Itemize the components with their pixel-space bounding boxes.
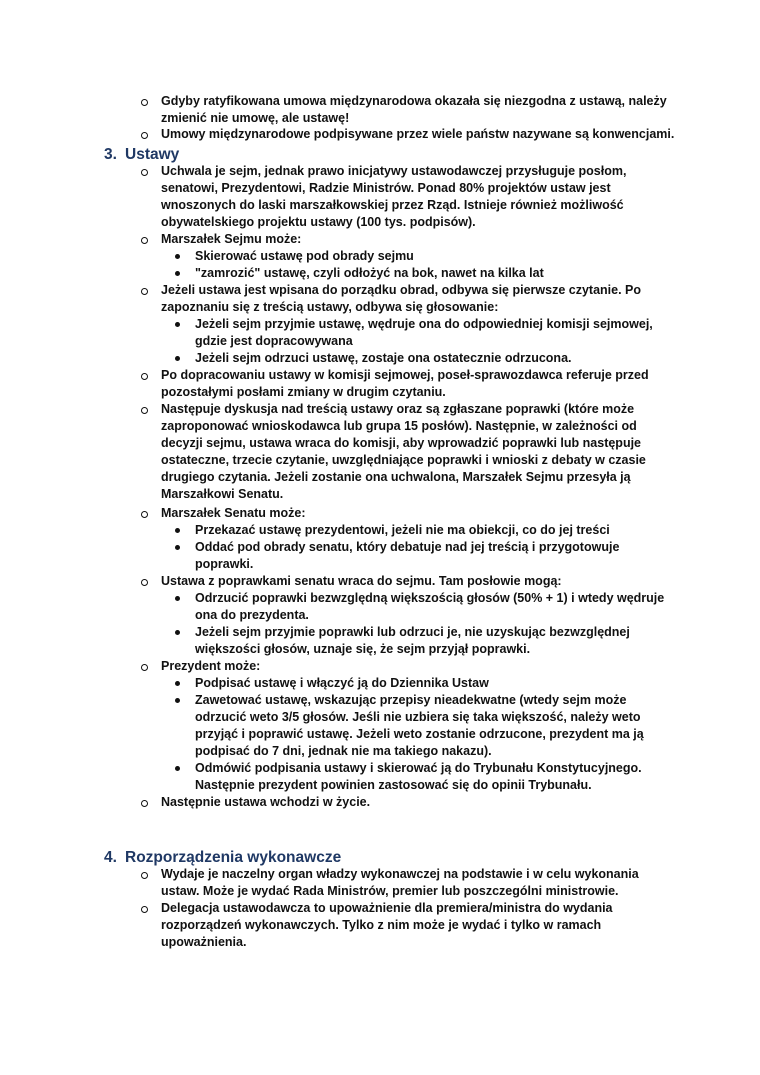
bullet-dot-icon [175,630,180,635]
bullet-dot-icon [175,545,180,550]
bullet-circle-icon [141,132,148,139]
text-line: Odrzucić poprawki bezwzględną większością głosów (50% + 1) i wtedy wędruje [195,591,665,605]
text-line: Uchwala je sejm, jednak prawo inicjatywy ustawodawczej przysługuje posłom, [161,164,627,178]
section-title: Rozporządzenia wykonawcze [125,849,342,866]
text-line: zapoznaniu się z treścią ustawy, odbywa się głosowanie: [161,300,499,314]
text-line: "zamrozić" ustawę, czyli odłożyć na bok, nawet na kilka lat [195,266,544,280]
bullet-dot-icon [175,356,180,361]
text-line: obywatelskiego projektu ustawy (100 tys. podpisów). [161,215,476,229]
bullet-circle-icon [141,872,148,879]
text-line: ostateczne, trzecie czytanie, uwzględniające poprawki i wnioski z debaty w czasie [161,453,646,467]
text-line: Prezydent może: [161,659,261,673]
text-line: upoważnienia. [161,935,247,949]
text-line: Odmówić podpisania ustawy i skierować ją do Trybunału Konstytucyjnego. [195,761,642,775]
text-line: Wydaje je naczelny organ władzy wykonawczej na podstawie i w celu wykonania [161,867,639,881]
text-line: Podpisać ustawę i włączyć ją do Dziennika Ustaw [195,676,489,690]
bullet-dot-icon [175,766,180,771]
text-line: ona do prezydenta. [195,608,309,622]
bullet-dot-icon [175,698,180,703]
text-line: Po dopracowaniu ustawy w komisji sejmowej, poseł-sprawozdawca referuje przed [161,368,649,382]
text-line: poprawki. [195,557,254,571]
text-line: Jeżeli sejm przyjmie poprawki lub odrzuci je, nie uzyskując bezwzględnej [195,625,630,639]
bullet-circle-icon [141,800,148,807]
text-line: decyzji sejmu, ustawa wraca do komisji, aby wprowadzić poprawki lub następuje [161,436,641,450]
text-line: Następuje dyskusja nad treścią ustawy oraz są zgłaszane poprawki (które może [161,402,635,416]
text-line: Ustawa z poprawkami senatu wraca do sejmu. Tam posłowie mogą: [161,574,562,588]
text-line: podpisać do 7 dni, jednak nie ma takiego nakazu). [195,744,492,758]
text-line: zaproponować wnioskodawca lub grupa 15 posłów). Następnie, w zależności od [161,419,637,433]
text-line: pozostałymi posłami zmiany w drugim czytaniu. [161,385,446,399]
text-line: Jeżeli sejm odrzuci ustawę, zostaje ona ostatecznie odrzucona. [195,351,572,365]
bullet-circle-icon [141,169,148,176]
text-line: senatowi, Prezydentowi, Radzie Ministrów. Ponad 80% projektów ustaw jest [161,181,611,195]
text-line: Następnie ustawa wchodzi w życie. [161,795,371,809]
text-line: Marszałek Senatu może: [161,506,306,520]
section-title: Ustawy [125,146,180,163]
text-line: Gdyby ratyfikowana umowa międzynarodowa okazała się niezgodna z ustawą, należy [161,94,667,108]
bullet-circle-icon [141,237,148,244]
bullet-circle-icon [141,579,148,586]
text-line: ustaw. Może je wydać Rada Ministrów, premier lub poszczególni ministrowie. [161,884,619,898]
text-line: Jeżeli sejm przyjmie ustawę, wędruje ona do odpowiedniej komisji sejmowej, [195,317,653,331]
text-line: przyjąć i poprawić ustawę. Jeżeli weto zostanie odrzucone, prezydent ma ją [195,727,644,741]
bullet-dot-icon [175,322,180,327]
text-line: drugiego czytania. Jeżeli zostanie ona uchwalona, Marszałek Sejmu przesyła ją [161,470,631,484]
bullet-circle-icon [141,407,148,414]
section-number: 3. [104,146,117,163]
text-line: odrzucić weto 3/5 głosów. Jeśli nie uzbiera się taka większość, należy weto [195,710,641,724]
text-line: Skierować ustawę pod obrady sejmu [195,249,414,263]
bullet-dot-icon [175,528,180,533]
text-line: Jeżeli ustawa jest wpisana do porządku obrad, odbywa się pierwsze czytanie. Po [161,283,642,297]
text-line: rozporządzeń wykonawczych. Tylko z nim może je wydać i tylko w ramach [161,918,602,932]
section-number: 4. [104,849,117,866]
text-line: Zawetować ustawę, wskazując przepisy nieadekwatne (wtedy sejm może [195,693,627,707]
text-line: Umowy międzynarodowe podpisywane przez wiele państw nazywane są konwencjami. [161,127,675,141]
bullet-dot-icon [175,254,180,259]
bullet-circle-icon [141,511,148,518]
text-line: zmienić nie umowę, ale ustawę! [161,111,350,125]
bullet-dot-icon [175,681,180,686]
bullet-circle-icon [141,288,148,295]
text-line: Oddać pod obrady senatu, który debatuje nad jej treścią i przygotowuje [195,540,620,554]
text-line: Delegacja ustawodawcza to upoważnienie dla premiera/ministra do wydania [161,901,613,915]
bullet-circle-icon [141,664,148,671]
text-line: gdzie jest dopracowywana [195,334,353,348]
text-line: Marszałkowi Senatu. [161,487,284,501]
text-line: Następnie prezydent powinien zastosować się do opinii Trybunału. [195,778,592,792]
text-line: Marszałek Sejmu może: [161,232,302,246]
bullet-circle-icon [141,373,148,380]
bullet-circle-icon [141,99,148,106]
bullet-circle-icon [141,906,148,913]
bullet-dot-icon [175,596,180,601]
text-line: wnoszonych do laski marszałkowskiej przez Rząd. Istnieje również możliwość [161,198,624,212]
text-line: większości głosów, uznaje się, że sejm przyjął poprawki. [195,642,531,656]
text-line: Przekazać ustawę prezydentowi, jeżeli nie ma obiekcji, co do jej treści [195,523,610,537]
bullet-dot-icon [175,271,180,276]
